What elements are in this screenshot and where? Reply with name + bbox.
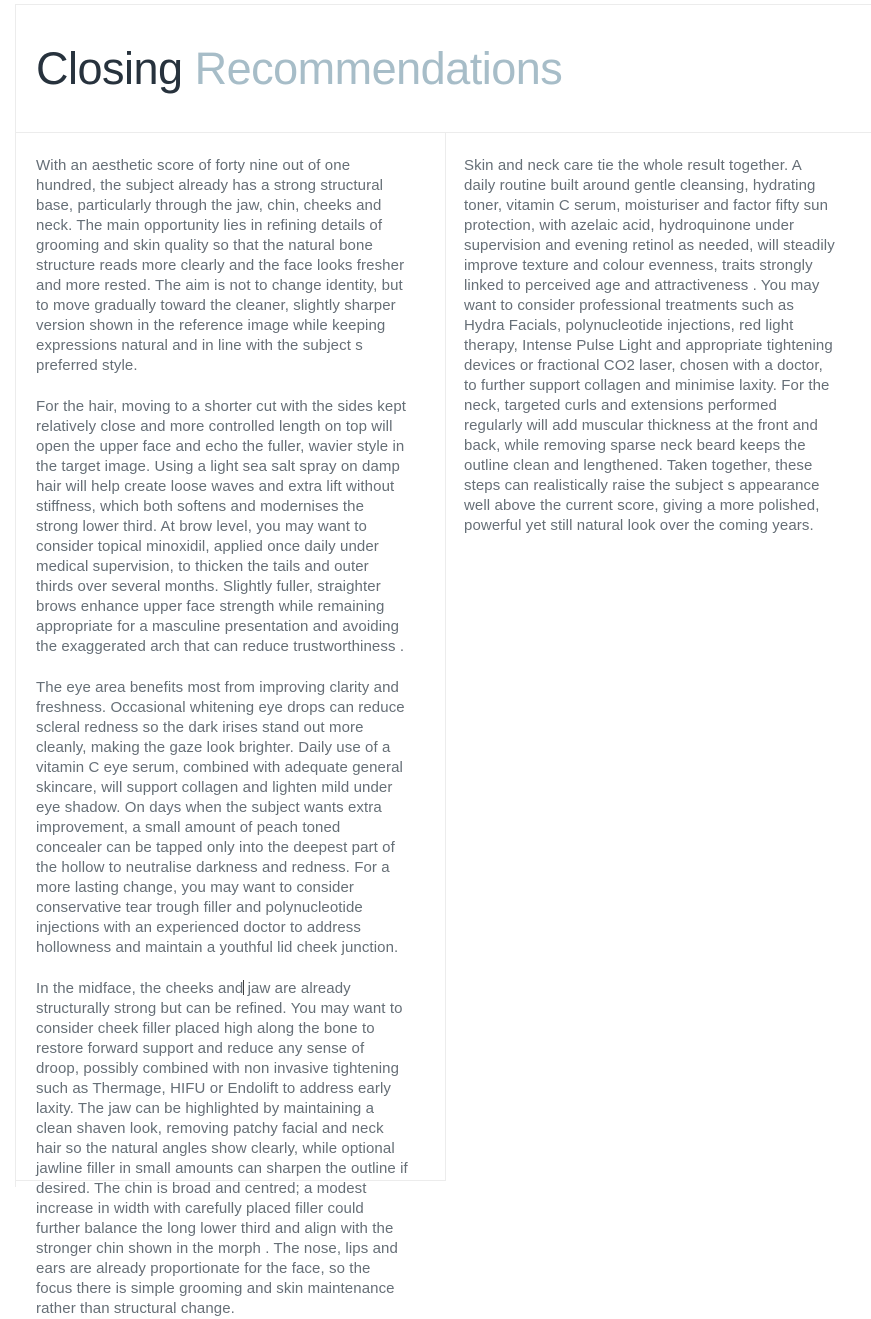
paragraph-eye-area[interactable]: The eye area benefits most from improving clarity and freshness. Occasional whitening eye drops can reduce scleral redness so the dark irises stand out more cleanly, making the gaze look brighter. Daily use of a vitamin C eye serum, combined with adequate general skincare, will support collagen and lighten mild under eye shadow. On days when the subject wants extra improvement, a small amount of peach toned concealer can be tapped only into the deepest part of the hollow to neutralise darkness and redness. For a more lasting change, you may want to consider conservative tear trough filler and polynucleotide injections with an experienced doctor to address hollowness and maintain a youthful lid cheek junction. bbox=[36, 678, 408, 958]
title-space bbox=[183, 43, 195, 94]
paragraph-skin-neck[interactable]: Skin and neck care tie the whole result together. A daily routine built around gentle cleansing, hydrating toner, vitamin C serum, moisturiser and factor fifty sun protection, with azelaic acid, hydroquinone under supervision and evening retinol as needed, will steadily improve texture and colour evenness, traits strongly linked to perceived age and attractiveness . You may want to consider professional treatments such as Hydra Facials, polynucleotide injections, red light therapy, Intense Pulse Light and appropriate tightening devices or fractional CO2 laser, chosen with a doctor, to further support collagen and minimise laxity. For the neck, targeted curls and extensions performed regularly will add muscular thickness at the front and back, while removing sparse neck beard keeps the outline clean and lengthened. Taken together, these steps can realistically raise the subject s appearance well above the current score, giving a more polished, powerful yet still natural look over the coming years. bbox=[464, 156, 836, 536]
page-title bbox=[36, 42, 562, 96]
left-text-column bbox=[16, 133, 446, 1181]
page-title-primary: Closing bbox=[36, 43, 183, 94]
document-header bbox=[16, 5, 871, 133]
paragraph-midface-before-caret: In the midface, the cheeks and bbox=[36, 980, 243, 997]
paragraph-midface[interactable] bbox=[36, 979, 408, 1319]
content-columns bbox=[16, 133, 871, 1187]
paragraph-overview[interactable]: With an aesthetic score of forty nine out of one hundred, the subject already has a strong structural base, particularly through the jaw, chin, cheeks and neck. The main opportunity lies in refining details of grooming and skin quality so that the natural bone structure reads more clearly and the face looks fresher and more rested. The aim is not to change identity, but to move gradually toward the cleaner, slightly sharper version shown in the reference image while keeping expressions natural and in line with the subject s preferred style. bbox=[36, 156, 408, 376]
paragraph-hair-brows[interactable]: For the hair, moving to a shorter cut with the sides kept relatively close and more controlled length on top will open the upper face and echo the fuller, wavier style in the target image. Using a light sea salt spray on damp hair will help create loose waves and extra lift without stiffness, which both softens and modernises the strong lower third. At brow level, you may want to consider topical minoxidil, applied once daily under medical supervision, to thicken the tails and outer thirds over several months. Slightly fuller, straighter brows enhance upper face strength while remaining appropriate for a masculine presentation and avoiding the exaggerated arch that can reduce trustworthiness . bbox=[36, 397, 408, 657]
paragraph-midface-after-caret: jaw are already structurally strong but can be refined. You may want to consider cheek filler placed high along the bone to restore forward support and reduce any sense of droop, possibly combined with non invasive tightening such as Thermage, HIFU or Endolift to address early laxity. The jaw can be highlighted by maintaining a clean shaven look, removing patchy facial and neck hair so the natural angles show clearly, while optional jawline filler in small amounts can sharpen the outline if desired. The chin is broad and centred; a modest increase in width with carefully placed filler could further balance the long lower third and align with the stronger chin shown in the morph . The nose, lips and ears are already proportionate for the face, so the focus there is simple grooming and skin maintenance rather than structural change. bbox=[36, 980, 408, 1317]
page-title-secondary: Recommendations bbox=[195, 43, 563, 94]
document-frame bbox=[15, 4, 871, 1187]
right-text-column bbox=[446, 133, 871, 1187]
